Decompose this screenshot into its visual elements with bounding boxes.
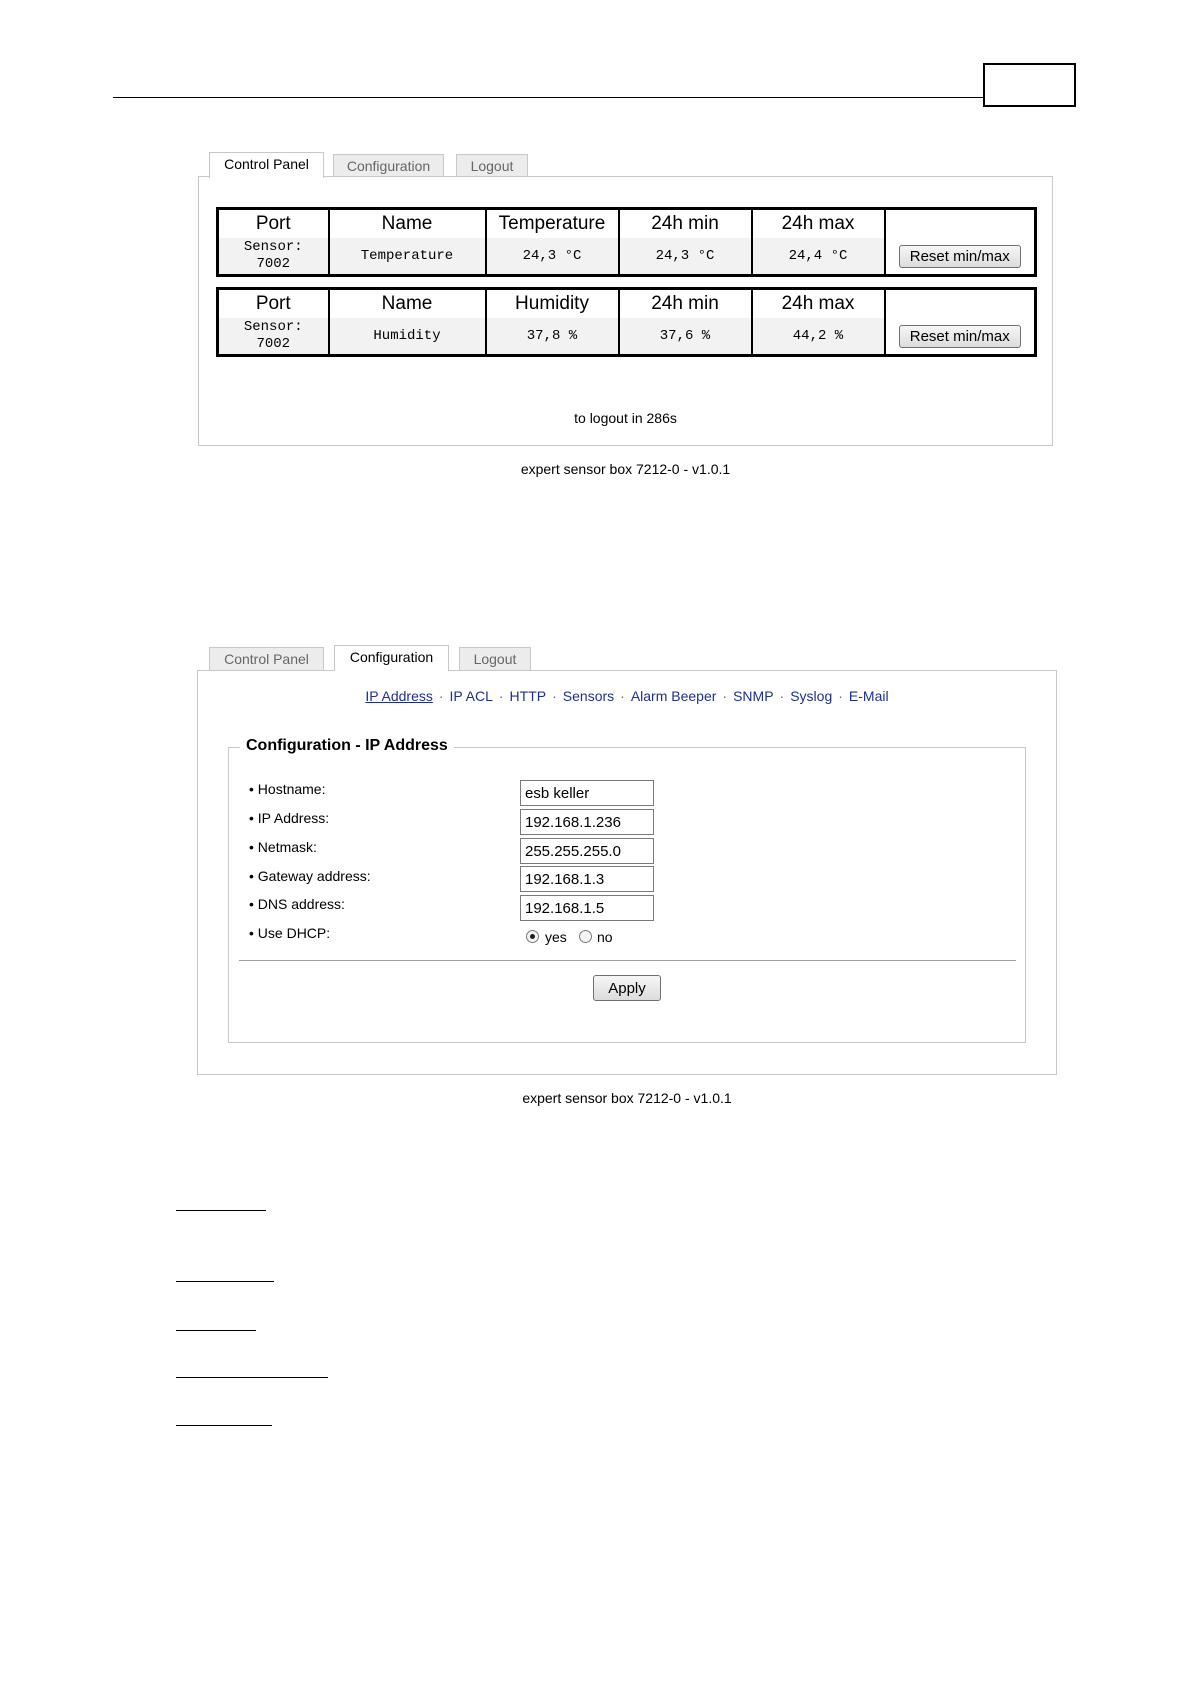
nav-separator: · <box>722 688 728 704</box>
gateway-field[interactable] <box>520 866 654 892</box>
dhcp-no-radio[interactable] <box>579 930 592 943</box>
column-header-min: 24h min <box>619 209 752 239</box>
gateway-label: • Gateway address: <box>249 868 371 884</box>
sensor-action-cell <box>885 318 1036 356</box>
sensor-table-humidity <box>216 287 1037 357</box>
reset-min-max-button[interactable]: Reset min/max <box>899 325 1021 348</box>
form-divider <box>239 960 1016 961</box>
column-header-max: 24h max <box>752 209 885 239</box>
reset-min-max-button[interactable]: Reset min/max <box>899 245 1021 268</box>
column-header-port: Port <box>218 289 329 319</box>
tab-logout[interactable]: Logout <box>456 154 528 178</box>
hostname-field[interactable] <box>520 780 654 806</box>
column-header-max: 24h max <box>752 289 885 319</box>
nav-alarm-beeper[interactable]: Alarm Beeper <box>630 688 717 704</box>
page-number-box <box>983 63 1076 107</box>
nav-separator: · <box>552 688 557 704</box>
sensor-min: 24,3 °C <box>619 238 752 276</box>
nav-syslog[interactable]: Syslog <box>790 688 833 704</box>
blank-line <box>176 1425 272 1426</box>
sensor-name: Temperature <box>329 238 486 276</box>
config-title: Configuration - IP Address <box>240 737 454 755</box>
sensor-port <box>218 238 329 276</box>
nav-snmp[interactable]: SNMP <box>733 688 774 704</box>
blank-line <box>176 1330 256 1331</box>
nav-separator: · <box>779 688 785 704</box>
tab-configuration[interactable]: Configuration <box>334 645 449 671</box>
apply-button[interactable]: Apply <box>593 975 661 1001</box>
nav-separator: · <box>438 688 444 704</box>
column-header-name: Name <box>329 209 486 239</box>
blank-line <box>176 1281 274 1282</box>
dhcp-yes-label: yes <box>545 929 567 945</box>
sensor-value: 37,8 % <box>486 318 619 356</box>
column-header-value: Temperature <box>486 209 619 239</box>
blank-line <box>176 1377 328 1378</box>
dhcp-no-label: no <box>597 929 613 945</box>
tab-control-panel[interactable]: Control Panel <box>209 647 324 671</box>
nav-ip-acl[interactable]: IP ACL <box>449 688 493 704</box>
blank-line <box>176 1210 266 1211</box>
sensor-name: Humidity <box>329 318 486 356</box>
sensor-table-temperature <box>216 207 1037 277</box>
tab-control-panel[interactable]: Control Panel <box>209 152 324 178</box>
dhcp-yes-radio[interactable] <box>526 930 539 943</box>
sensor-port-label: Sensor: 7002 <box>243 239 303 272</box>
dns-field[interactable] <box>520 895 654 921</box>
column-header-value: Humidity <box>486 289 619 319</box>
footer-version: expert sensor box 7212-0 - v1.0.1 <box>520 461 731 477</box>
sensor-max: 24,4 °C <box>752 238 885 276</box>
nav-separator: · <box>838 688 843 704</box>
column-header-blank <box>885 209 1036 239</box>
header-rule <box>113 97 983 98</box>
sensor-value: 24,3 °C <box>486 238 619 276</box>
sensor-max: 44,2 % <box>752 318 885 356</box>
column-header-name: Name <box>329 289 486 319</box>
hostname-label: • Hostname: <box>249 781 326 797</box>
netmask-label: • Netmask: <box>249 839 317 855</box>
sensor-min: 37,6 % <box>619 318 752 356</box>
sensor-port-label: Sensor: 7002 <box>243 319 303 352</box>
tab-logout[interactable]: Logout <box>459 647 531 671</box>
ip-address-label: • IP Address: <box>249 810 330 826</box>
column-header-blank <box>885 289 1036 319</box>
nav-separator: · <box>620 688 625 704</box>
footer-version: expert sensor box 7212-0 - v1.0.1 <box>522 1090 732 1106</box>
netmask-field[interactable] <box>520 838 654 864</box>
sensor-action-cell <box>885 238 1036 276</box>
config-nav <box>197 688 1057 704</box>
dns-label: • DNS address: <box>249 896 345 912</box>
column-header-min: 24h min <box>619 289 752 319</box>
nav-email[interactable]: E-Mail <box>848 688 889 704</box>
ip-address-field[interactable] <box>520 809 654 835</box>
tab-configuration[interactable]: Configuration <box>333 154 444 178</box>
nav-sensors[interactable]: Sensors <box>562 688 615 704</box>
sensor-port <box>218 318 329 356</box>
logout-timer: to logout in 286s <box>574 410 677 426</box>
nav-ip-address[interactable]: IP Address <box>365 688 433 704</box>
nav-http[interactable]: HTTP <box>509 688 547 704</box>
dhcp-label: • Use DHCP: <box>249 925 331 941</box>
column-header-port: Port <box>218 209 329 239</box>
nav-separator: · <box>498 688 504 704</box>
